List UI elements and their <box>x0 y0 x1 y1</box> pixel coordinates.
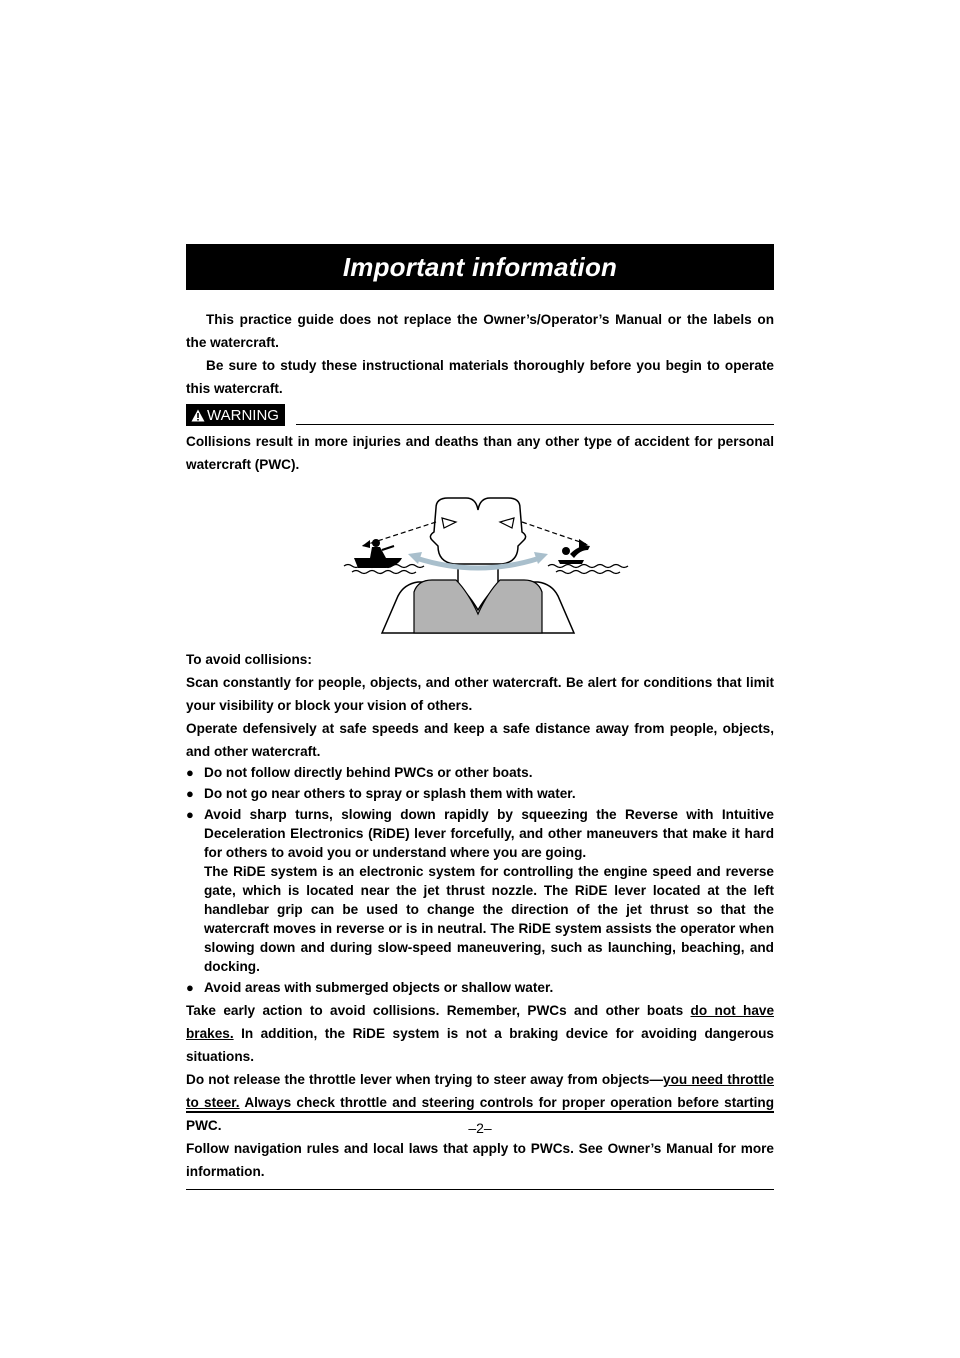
bullet-icon: ● <box>186 765 194 780</box>
operate-paragraph: Operate defensively at safe speeds and keep a safe distance away from people, objects, and other watercraft. <box>186 721 774 759</box>
page-title: Important information <box>342 251 618 282</box>
warning-rule <box>296 424 774 425</box>
collision-illustration <box>186 488 774 638</box>
page-number: –2– <box>468 1120 492 1136</box>
list-item: ● Do not go near others to spray or splash them with water. <box>186 786 576 801</box>
list-item: ● Do not follow directly behind PWCs or other boats. <box>186 765 533 780</box>
warning-triangle-icon <box>191 409 205 422</box>
content <box>186 308 774 1190</box>
ride-system-description: The RiDE system is an electronic system for controlling the engine speed and reverse gate, which is located near the jet thrust nozzle. The RiDE lever located at the left handlebar grip can be used to change the direction of the jet thrust so that the watercraft moves in reverse or is in neutral. The RiDE system assists the operator when slowing down and during slow-speed maneuvering, such as launching, beaching, and docking. <box>204 864 774 974</box>
warning-badge <box>186 404 285 426</box>
list-item: ● Avoid areas with submerged objects or shallow water. <box>186 980 554 995</box>
collision-tips-list <box>186 763 774 997</box>
warning-label: WARNING <box>207 406 279 424</box>
bullet-icon: ● <box>186 807 194 822</box>
footer-rule <box>186 1111 774 1113</box>
throttle-emphasis: you need throttle to steer. <box>186 1072 775 1110</box>
early-action-paragraph: Take early action to avoid collisions. Remember, PWCs and other boats do not have brakes. In addition, the RiDE system is not a braking device for avoiding dangerous situations. <box>186 1003 774 1064</box>
title-banner <box>186 244 774 290</box>
throttle-paragraph: Do not release the throttle lever when trying to steer away from objects—you need throttle to steer. Always check throttle and steering controls for proper operation before starting PWC. <box>186 1072 775 1133</box>
no-brakes-emphasis: do not have brakes. <box>186 1003 774 1041</box>
scan-paragraph: Scan constantly for people, objects, and other watercraft. Be alert for conditions that limit your visibility or block your vision of others. <box>186 675 774 713</box>
bullet-icon: ● <box>186 786 194 801</box>
warning-text: Collisions result in more injuries and deaths than any other type of accident for personal watercraft (PWC). <box>186 434 774 472</box>
warning-end-rule <box>186 1189 774 1190</box>
bullet-icon: ● <box>186 980 194 995</box>
warning-header <box>186 404 774 428</box>
intro-paragraph-2: Be sure to study these instructional materials thoroughly before you begin to operate this watercraft. <box>186 358 774 396</box>
rider-scanning-illustration <box>186 488 774 638</box>
follow-rules-paragraph: Follow navigation rules and local laws that apply to PWCs. See Owner’s Manual for more information. <box>186 1141 774 1179</box>
intro-paragraph-1: This practice guide does not replace the Owner’s/Operator’s Manual or the labels on the watercraft. <box>186 312 774 350</box>
list-item: ● Avoid sharp turns, slowing down rapidly by squeezing the Reverse with Intuitive Deceleration Electronics (RiDE) lever forcefully, and other maneuvers that make it hard for others to avoid you or understand where you are going. The RiDE system is an electronic system for controlling the engine speed and reverse gate, which is located near the jet thrust nozzle. The RiDE lever located at the left handlebar grip can be used to change the direction of the jet thrust so that the watercraft moves in reverse or is in neutral. The RiDE system assists the operator when slowing down and during slow-speed maneuvering, such as launching, beaching, and docking. <box>186 807 774 974</box>
avoid-heading: To avoid collisions: <box>186 652 312 667</box>
